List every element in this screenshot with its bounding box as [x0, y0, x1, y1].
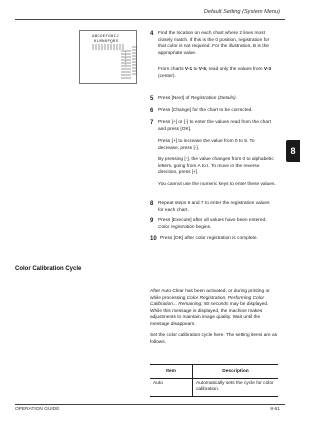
- footer-page-number: 8-61: [270, 407, 280, 412]
- section-heading: Color Calibration Cycle: [15, 266, 82, 272]
- table-header-row: [150, 365, 278, 379]
- header-rule: [15, 19, 285, 20]
- step-6: [150, 108, 276, 115]
- step-8: [150, 201, 276, 214]
- svg-text:3: 3: [125, 58, 127, 60]
- step4-sub-text: , read only the values from: [206, 67, 264, 72]
- section-paragraph-2: Set the color calibration cycle here. The setting items are as follows.: [150, 333, 278, 345]
- step4-sub-text: (center).: [158, 73, 176, 79]
- step4-sub-text: to: [192, 67, 199, 72]
- step-10: [150, 236, 276, 243]
- step-text: Press [Change] for the chart to be corrected.: [158, 108, 253, 113]
- step4-chart-v3: V-3: [263, 67, 272, 72]
- step-text: Press [+] or [-] to enter the values read from the chart and press [OK].: [158, 120, 271, 132]
- step-7-sub-3: You cannot use the numeric keys to enter these values.: [158, 182, 276, 187]
- svg-text:2: 2: [125, 55, 127, 57]
- step-5: [150, 96, 276, 103]
- step-text: Repeat steps 6 and 7 to enter the registration values for each chart.: [158, 201, 270, 213]
- step-7-sub-2: By pressing [-], the value changes from 0 to alphabetic letters, going from A to I. To move in the reverse direction, press [+].: [158, 157, 274, 176]
- table-cell-description: Automatically sets the cycle for color calibration.: [193, 379, 279, 397]
- table-row: [150, 379, 278, 397]
- svg-text:5: 5: [125, 64, 127, 66]
- step4-chart-v1: V-1: [184, 67, 193, 72]
- table-cell-item: Auto: [150, 379, 193, 397]
- step-7-sub-1: Press [+] to increase the value from 0 to 9. To decrease, press [-].: [158, 139, 255, 151]
- step-number: 8: [150, 200, 154, 207]
- step-4: [150, 31, 276, 57]
- step-4-sub: [158, 67, 276, 80]
- footer-rule: [15, 404, 285, 405]
- chapter-tab: 8: [286, 140, 300, 162]
- step-number: 5: [150, 95, 154, 102]
- section-paragraph-1: After Auto Clear has been activated, or during printing or while processing Color Registration, Performing Color Calibration... Remaining: 50 seconds may be displayed. While this message is displayed, the machine makes adjustments to maintain image quality. Wait until the message disappears.: [150, 289, 270, 327]
- step4-sub-text: From charts: [158, 67, 185, 72]
- step-text: Press [Execute] after all values have been entered. Color registration begins.: [158, 218, 267, 230]
- page-header-title: Default Setting (System Menu): [203, 9, 280, 15]
- step-number: 10: [150, 235, 157, 242]
- step-9: [150, 218, 276, 231]
- registration-chart-illustration: [80, 31, 138, 85]
- step-number: 9: [150, 217, 154, 224]
- registration-chart-figure: [79, 30, 137, 84]
- chart-top-letters: ABCDEFGHIJ: [92, 35, 120, 39]
- step-number: 7: [150, 119, 154, 126]
- step4-chart-v5: V-5: [198, 67, 206, 72]
- table-header-description: Description: [193, 365, 279, 379]
- table-header-item: Item: [150, 365, 193, 379]
- footer-guide-name: OPERATION GUIDE: [15, 407, 60, 412]
- step-text: Press [OK] after color registration is complete.: [160, 236, 258, 241]
- svg-text:1: 1: [125, 52, 127, 54]
- chart-bottom-letters: KLMNOPQRS: [94, 40, 119, 44]
- settings-table: [150, 364, 278, 397]
- svg-text:4: 4: [125, 61, 127, 63]
- step-7: [150, 120, 276, 133]
- step-text: Press [Next] of Registration (Details).: [158, 96, 237, 101]
- step-number: 4: [150, 30, 154, 37]
- step-number: 6: [150, 107, 154, 114]
- step-text: Find the location on each chart where 2 lines most closely match. If this is the 0 position, registration for that color is not required. For the illustration, B is the appropriate value.: [158, 31, 270, 56]
